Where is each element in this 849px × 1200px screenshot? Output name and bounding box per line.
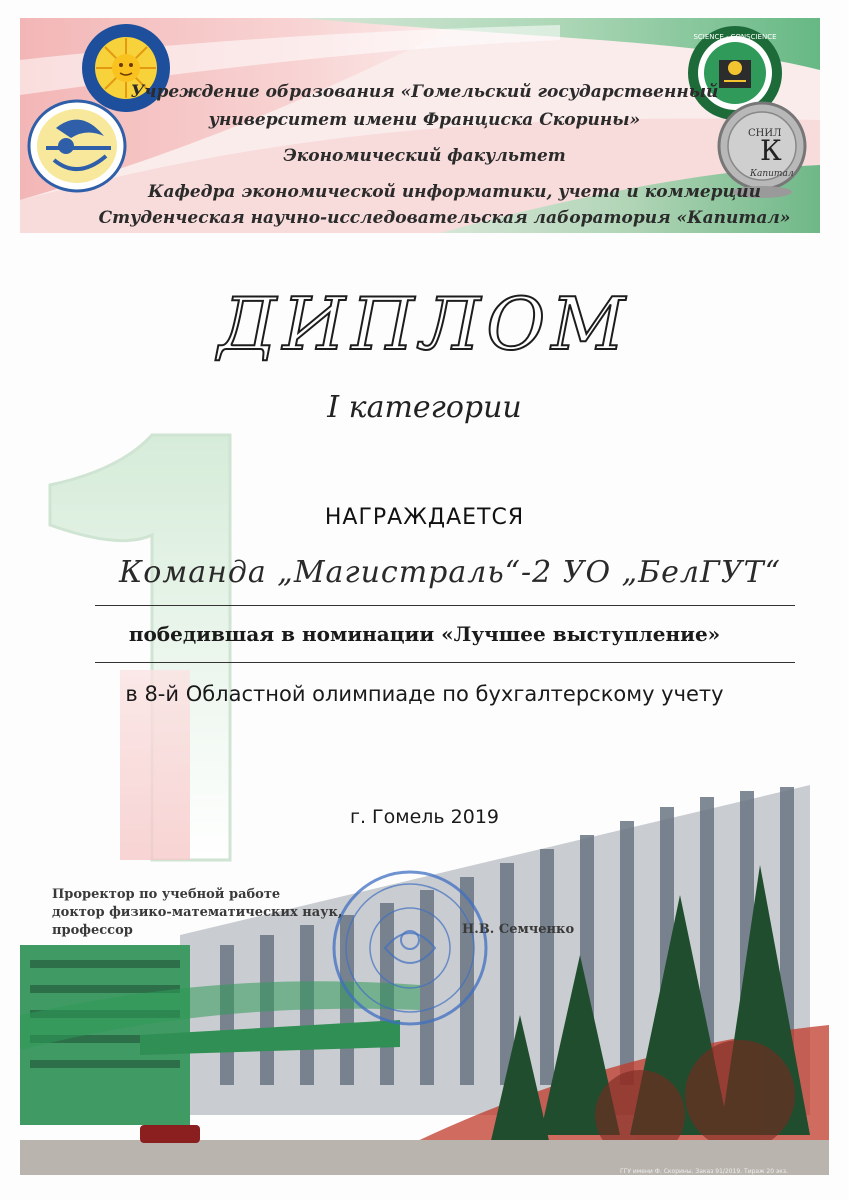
nomination-text: победившая в номинации «Лучшее выступление» (128, 622, 721, 646)
header-line-institution: Учреждение образования «Гомельский государственный (130, 82, 719, 102)
science-text: SCIENCE · CONSCIENCE (693, 33, 777, 41)
signature-role-line-2: доктор физико-математических наук, (52, 905, 343, 920)
header-line-faculty: Экономический факультет (283, 146, 566, 166)
city-year: г. Гомель 2019 (349, 806, 500, 828)
recipient-underline (95, 605, 795, 606)
header-line-department: Кафедра экономической информатики, учета и коммерции (148, 182, 761, 202)
sniil-bottom-text: Капитал (750, 169, 794, 179)
diploma-title: ДИПЛОМ (218, 282, 631, 366)
diploma-category: I категории (327, 390, 522, 425)
header-line-university: университет имени Франциска Скорины» (208, 110, 641, 130)
signature-role-line-1: Проректор по учебной работе (52, 887, 281, 902)
signature-role-line-3: профессор (52, 923, 133, 938)
signature-role-block (52, 886, 342, 940)
sniil-top-text: СНИЛ (748, 128, 782, 139)
official-stamp (330, 868, 490, 1028)
sniil-letter: К (760, 134, 782, 167)
signer-name: Н.В. Семченко (462, 922, 575, 937)
print-note: ГГУ имени Ф. Скорины. Заказ 91/2019. Тираж 20 экз. (620, 1168, 788, 1175)
nomination-underline (95, 662, 795, 663)
header-line-laboratory: Студенческая научно-исследовательская лаборатория «Капитал» (98, 208, 791, 228)
awarded-label: НАГРАЖДАЕТСЯ (324, 505, 525, 530)
event-text: в 8-й Областной олимпиаде по бухгалтерскому учету (125, 682, 724, 706)
recipient-name: Команда „Магистраль“-2 УО „БелГУТ“ (119, 555, 781, 590)
